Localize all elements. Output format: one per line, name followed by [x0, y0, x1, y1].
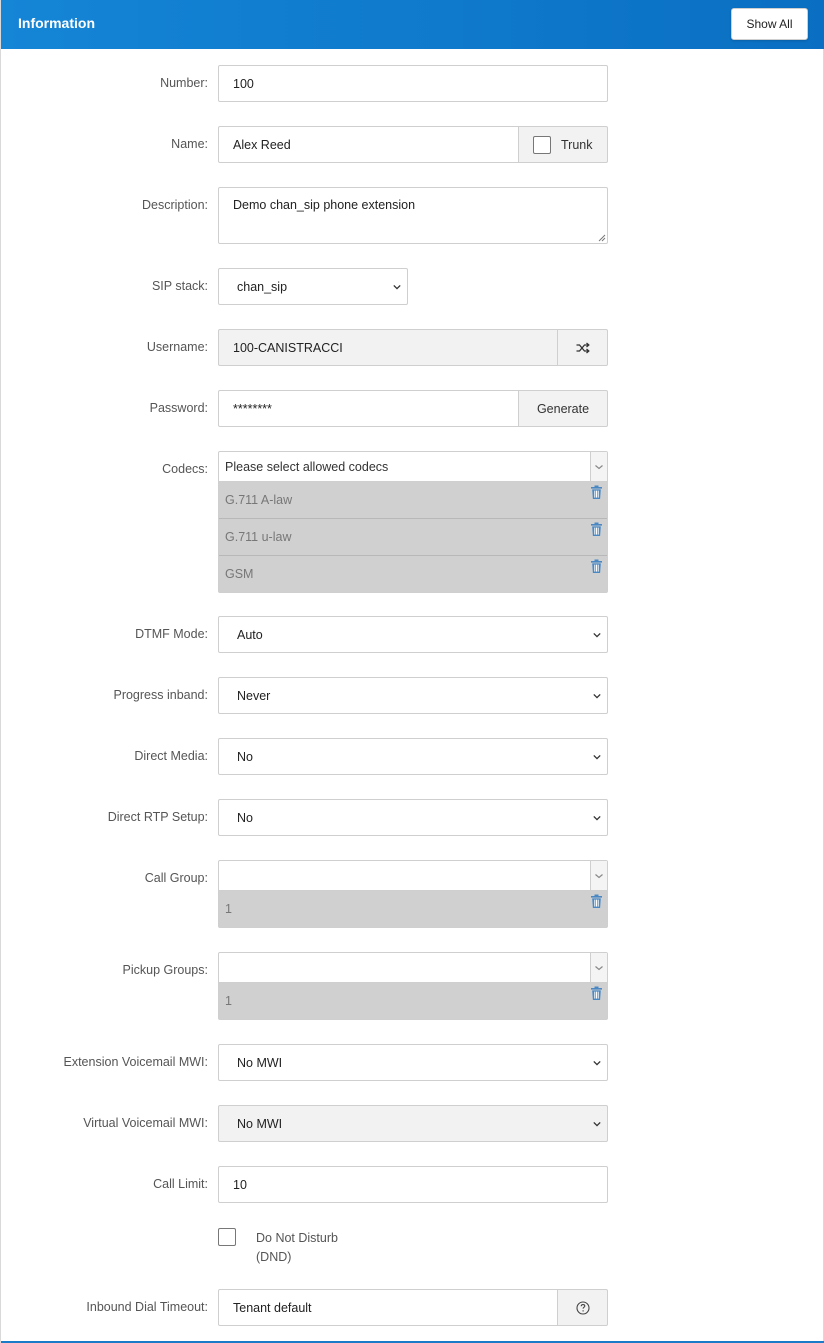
chevron-down-icon	[593, 1059, 601, 1067]
trash-icon[interactable]	[590, 485, 603, 500]
username-input[interactable]: 100-CANISTRACCI	[218, 329, 558, 366]
pickup-groups-label: Pickup Groups:	[122, 963, 208, 977]
panel-header	[1, 0, 824, 49]
call-group-search[interactable]	[219, 861, 607, 891]
virtual-voicemail-mwi-value: No MWI	[237, 1116, 283, 1131]
dtmf-mode-select[interactable]	[218, 616, 608, 653]
extension-voicemail-mwi-select[interactable]	[218, 1044, 608, 1081]
chevron-down-icon	[594, 963, 604, 973]
chevron-down-icon	[593, 631, 601, 639]
codec-item	[219, 519, 607, 556]
call-limit-input[interactable]: 10	[218, 1166, 608, 1203]
direct-rtp-setup-label: Direct RTP Setup:	[107, 810, 208, 824]
virtual-voicemail-mwi-select[interactable]	[218, 1105, 608, 1142]
generate-password-button[interactable]: Generate	[518, 390, 608, 427]
number-label: Number:	[160, 76, 208, 90]
call-limit-label: Call Limit:	[153, 1177, 208, 1191]
codecs-search[interactable]	[219, 452, 607, 482]
dtmf-mode-label: DTMF Mode:	[135, 627, 208, 641]
number-input[interactable]: 100	[218, 65, 608, 102]
direct-media-label: Direct Media:	[134, 749, 208, 763]
dnd-label-line1: Do Not Disturb	[256, 1231, 338, 1245]
sip-stack-label: SIP stack:	[151, 279, 208, 293]
description-text: Demo chan_sip phone extension	[233, 198, 416, 212]
codecs-multiselect[interactable]	[218, 451, 608, 593]
direct-rtp-setup-select[interactable]	[218, 799, 608, 836]
question-circle-icon	[576, 1301, 590, 1315]
pickup-groups-dropdown-toggle[interactable]	[590, 953, 607, 982]
pickup-group-item-label: 1	[225, 994, 232, 1008]
pickup-group-item	[219, 983, 607, 1019]
codec-item	[219, 556, 607, 592]
direct-rtp-setup-value: No	[237, 810, 253, 825]
trash-icon[interactable]	[590, 559, 603, 574]
password-label: Password:	[149, 401, 208, 415]
resize-grip-icon[interactable]	[598, 234, 606, 242]
dnd-label-line2: (DND)	[256, 1250, 292, 1264]
codecs-label: Codecs:	[162, 462, 208, 476]
chevron-down-icon	[593, 814, 601, 822]
dnd-label[interactable]	[256, 1229, 338, 1267]
chevron-down-icon	[594, 871, 604, 881]
trunk-toggle[interactable]	[518, 126, 608, 163]
direct-media-value: No	[237, 749, 253, 764]
trash-icon[interactable]	[590, 986, 603, 1001]
sip-stack-value: chan_sip	[237, 279, 288, 294]
call-group-item	[219, 891, 607, 927]
trash-icon[interactable]	[590, 522, 603, 537]
extension-voicemail-mwi-label: Extension Voicemail MWI:	[63, 1055, 208, 1069]
pickup-groups-search[interactable]	[219, 953, 607, 983]
chevron-down-icon	[593, 1120, 601, 1128]
direct-media-select[interactable]	[218, 738, 608, 775]
trash-icon[interactable]	[590, 894, 603, 909]
codec-item-label: G.711 u-law	[225, 530, 292, 544]
inbound-dial-timeout-help-button[interactable]	[557, 1289, 608, 1326]
call-group-dropdown-toggle[interactable]	[590, 861, 607, 890]
codecs-dropdown-toggle[interactable]	[590, 452, 607, 481]
virtual-voicemail-mwi-label: Virtual Voicemail MWI:	[83, 1116, 208, 1130]
inbound-dial-timeout-input[interactable]: Tenant default	[218, 1289, 558, 1326]
description-label: Description:	[142, 198, 208, 212]
name-input[interactable]: Alex Reed	[218, 126, 519, 163]
chevron-down-icon	[594, 462, 604, 472]
chevron-down-icon	[393, 283, 401, 291]
trunk-label: Trunk	[561, 137, 593, 152]
codec-item-label: GSM	[225, 567, 254, 581]
trunk-checkbox[interactable]	[533, 136, 551, 154]
shuffle-icon	[576, 342, 590, 354]
call-group-label: Call Group:	[144, 871, 208, 885]
call-group-multiselect[interactable]	[218, 860, 608, 928]
chevron-down-icon	[593, 753, 601, 761]
codecs-placeholder: Please select allowed codecs	[225, 459, 389, 474]
progress-inband-value: Never	[237, 688, 271, 703]
codec-item-label: G.711 A-law	[225, 493, 293, 507]
description-textarea[interactable]	[218, 187, 608, 244]
progress-inband-label: Progress inband:	[113, 688, 208, 702]
chevron-down-icon	[593, 692, 601, 700]
panel-title: Information	[18, 15, 95, 31]
dtmf-mode-value: Auto	[237, 627, 263, 642]
show-all-button[interactable]: Show All	[731, 8, 808, 40]
call-group-item-label: 1	[225, 902, 232, 916]
inbound-dial-timeout-label: Inbound Dial Timeout:	[86, 1300, 208, 1314]
codec-item	[219, 482, 607, 519]
shuffle-username-button[interactable]	[557, 329, 608, 366]
dnd-checkbox[interactable]	[218, 1228, 236, 1246]
pickup-groups-multiselect[interactable]	[218, 952, 608, 1020]
username-label: Username:	[146, 340, 208, 354]
name-label: Name:	[171, 137, 208, 151]
sip-stack-select[interactable]	[218, 268, 408, 305]
progress-inband-select[interactable]	[218, 677, 608, 714]
password-input[interactable]: ********	[218, 390, 519, 427]
extension-voicemail-mwi-value: No MWI	[237, 1055, 283, 1070]
